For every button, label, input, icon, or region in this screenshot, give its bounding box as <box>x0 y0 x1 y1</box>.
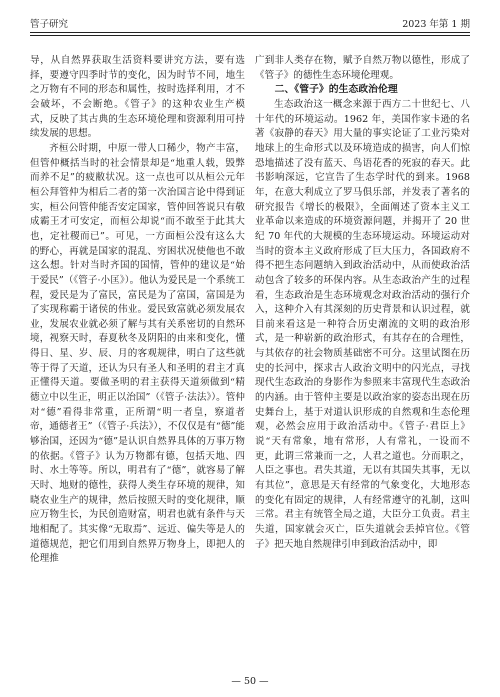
paragraph: 齐桓公时期，中原一带人口稀少，物产丰富，但管仲概括当时的社会情景却是“地重人载，毁弊而养不足”的疲敝状况。这一点也可以从桓公元年桓公拜管仲为相后二者的第一次治国言论中得到证实，桓公问管仲能否安定国家，管仲回答说只有敬成霸王才可安定，而桓公却说“而不敢至于此其大也，定社稷而已”。可见，一方面桓公没有这么大的野心，再就是国家的混乱、穷困状况使他也不敢这么想。针对当时齐国的国情，管仲的建议是“始于爱民”（《管子·小匡》）。他认为爱民是一个系统工程，爱民是为了富民，富民是为了富国，富国是为了实现称霸于诸侯的伟业。爱民致富就必须发展农业，发展农业就必须了解与其有关系密切的自然环境，视察天时，春夏秋冬及阴阳的由来和变化，懂得日、星、岁、辰、月的客观规律，明白了这些就等于得了天道，还认为只有圣人和圣明的君主才真正懂得天道。要做圣明的君主获得天道须做到“精德立中以生正，明正以治国”（《管子·法法》）。管仲对“德”看得非常重，正所谓“明一者皇，察道者帝，通德者王”（《管子·兵法》），不仅仅是有“德”能够治国，还因为“德”是认识自然界具体的万事万物的依据。《管子》认为万物都有德，包括天地、四时、水土等等。所以，明君有了“德”，就容易了解天时、地财的德性，获得人类生存环境的规律，知晓农业生产的规律，然后按照天时的变化规律，顺应万物生长，为民创造财富，明君也就有条件与天地相配了。其实像“无取焉”、远近、偏失等是人的道德规范，把它们用到自然界万物身上，即把人的伦理推 <box>30 142 245 565</box>
right-column <box>255 54 470 666</box>
paragraph: 导，从自然界获取生活资料要讲究方法，要有选择，要遵守四季时节的变化，因为时节不同，地生之万物有不同的形态和属性，按时选择利用，才不会破坏，不会断绝。《管子》的这种农业生产模式，反映了其古典的生态环境伦理和资源利用可持续发展的思想。 <box>30 55 245 140</box>
section-heading: 二、《管子》的生态政治伦理 <box>274 84 398 96</box>
left-column <box>30 54 245 666</box>
paragraph: 生态政治这一概念来源于西方二十世纪七、八十年代的环境运动。1962 年，美国作家卡逊的名著《寂静的春天》用大量的事实论证了工业污染对地球上的生命形式以及环境造成的损害，向人们惊恐地描述了没有蓝天、鸟语花香的死寂的春天。此书影响深远，它宣告了生态学时代的到来。1968 年，在意大利成立了罗马俱乐部，并发表了著名的研究报告《增长的极限》，全面阐述了资本主义工业革命以来造成的环境资源问题，并揭开了 20 世纪 70 年代的大规模的生态环境运动。环境运动对当时的资本主义政府形成了巨大压力，各国政府不得不把生态问题纳入到政治活动中，从而使政治活动包含了较多的环保内容。从生态政治产生的过程看，生态政治是生态环境观念对政治活动的强行介入，这种介入有其深刻的历史背景和认识过程，就目前来看这是一种符合历史潮流的文明的政治形式，是一种崭新的政治形式，有其存在的合理性，与其依存的社会物质基础密不可分。这里试图在历史的长河中，探求古人政治文明中的闪光点，寻找现代生态政治的身影作为参照来丰富现代生态政治的内涵。由于管仲主要是以政治家的姿态出现在历史舞台上，基于对道认识形成的自然观和生态伦理观，必然会应用于政治活动中。《管子·君臣上》说“天有常象，地有常形，人有常礼，一设而不更，此谓三常兼而一之，人君之道也。分而职之，人臣之事也。君失其道，无以有其国失其事，无以有其位”，意思是天有经常的气象变化，大地形态的变化有固定的规律，人有经常遵守的礼制，这叫三常。君主有统管全局之道，大臣分工负责。君主失道，国家就会灭亡，臣失道就会丢掉官位。《管子》把天地自然规律引申到政治活动中，即 <box>255 98 470 550</box>
page-number: — 50 — <box>231 676 269 687</box>
running-header <box>30 10 470 30</box>
header-rule-thick <box>30 32 470 33</box>
header-rule-thin <box>30 35 470 36</box>
journal-name: 管子研究 <box>30 19 69 30</box>
issue-number: 2023 年第 1 期 <box>402 19 470 30</box>
paragraph: 广到非人类存在物，赋予自然万物以德性，形成了《管子》的德性生态环境伦理观。 <box>255 55 470 81</box>
